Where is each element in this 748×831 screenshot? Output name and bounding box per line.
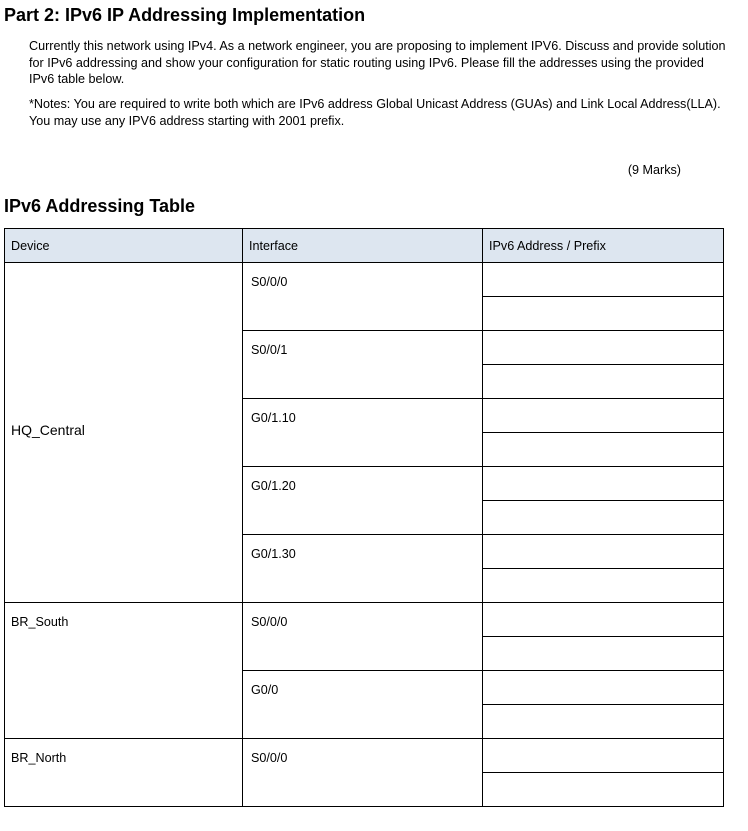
interface-cell: S0/0/0	[243, 739, 483, 807]
intro-paragraph: Currently this network using IPv4. As a network engineer, you are proposing to implement IPV6. Discuss and provide solution for IPv6 addressing and show your configuration for static routing using IPv6. Please fill the addresses using the provided IPv6 table below.	[29, 39, 726, 86]
interface-cell: G0/1.30	[243, 535, 483, 603]
table-title: IPv6 Addressing Table	[4, 196, 196, 216]
interface-cell: G0/0	[243, 671, 483, 739]
ipv6-addressing-table	[4, 228, 724, 807]
address-cell[interactable]	[483, 467, 724, 501]
marks-label: (9 Marks)	[627, 163, 681, 177]
part-title: Part 2: IPv6 IP Addressing Implementation	[4, 5, 366, 25]
header-ipv6-address: IPv6 Address / Prefix	[483, 229, 724, 263]
address-cell[interactable]	[483, 399, 724, 433]
address-cell[interactable]	[483, 773, 724, 807]
address-cell[interactable]	[483, 603, 724, 637]
address-cell[interactable]	[483, 365, 724, 399]
address-cell[interactable]	[483, 637, 724, 671]
interface-cell: G0/1.10	[243, 399, 483, 467]
address-cell[interactable]	[483, 331, 724, 365]
address-cell[interactable]	[483, 739, 724, 773]
table-row	[5, 739, 724, 773]
table-row	[5, 263, 724, 297]
address-cell[interactable]	[483, 569, 724, 603]
address-cell[interactable]	[483, 501, 724, 535]
device-cell: BR_South	[5, 603, 243, 739]
address-cell[interactable]	[483, 671, 724, 705]
table-row	[5, 603, 724, 637]
device-cell: BR_North	[5, 739, 243, 807]
interface-cell: S0/0/0	[243, 603, 483, 671]
address-cell[interactable]	[483, 263, 724, 297]
interface-cell: S0/0/0	[243, 263, 483, 331]
address-cell[interactable]	[483, 433, 724, 467]
header-device: Device	[5, 229, 243, 263]
address-cell[interactable]	[483, 705, 724, 739]
address-cell[interactable]	[483, 535, 724, 569]
notes-paragraph: *Notes: You are required to write both which are IPv6 address Global Unicast Address (GUAs) and Link Local Address(LLA). You may use any IPV6 address starting with 2001 prefix.	[29, 97, 721, 128]
device-cell: HQ_Central	[5, 263, 243, 603]
interface-cell: S0/0/1	[243, 331, 483, 399]
address-cell[interactable]	[483, 297, 724, 331]
header-interface: Interface	[243, 229, 483, 263]
interface-cell: G0/1.20	[243, 467, 483, 535]
table-header-row	[5, 229, 724, 263]
